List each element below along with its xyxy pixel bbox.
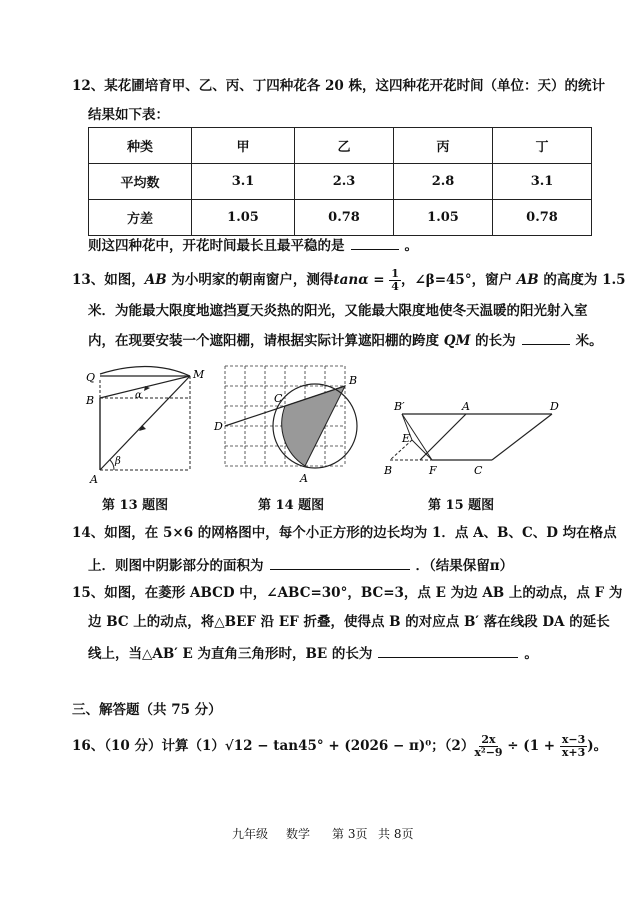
stats-table: [88, 127, 592, 236]
table-cell: 2.3: [295, 164, 394, 200]
q13-unit: 米。: [575, 333, 603, 349]
label-f: F: [429, 464, 437, 477]
q16-line: [72, 734, 607, 759]
q13-ab2: AB: [516, 272, 539, 288]
q15-line3: [88, 643, 538, 663]
table-cell: 0.78: [295, 200, 394, 236]
q14-line2a: 上．则图中阴影部分的面积为: [88, 558, 264, 574]
label-c: C: [474, 464, 483, 477]
q14-line2b: ．（结果保留π）: [415, 558, 514, 574]
q12-end: 。: [404, 238, 418, 254]
label-m: M: [193, 368, 205, 381]
label-bprime: B′: [394, 400, 405, 413]
table-header-cell: 丙: [394, 128, 493, 164]
q13-line3: [88, 330, 603, 350]
q12-question-text: 则这四种花中，开花时间最长且最平稳的是: [88, 238, 345, 254]
table-cell: 平均数: [89, 164, 192, 200]
table-row: [89, 164, 592, 200]
table-header-cell: 乙: [295, 128, 394, 164]
q16-p1: 16、（10 分）计算（1）√12 − tan45° + (2026 − π)⁰；（2）: [72, 738, 475, 754]
table-cell: 1.05: [192, 200, 295, 236]
q14-line1: 14、如图，在 5×6 的网格图中，每个小正方形的边长均为 1．点 A、B、C、D 均在格点: [72, 525, 617, 541]
q13-p2: 为小明家的朝南窗户，测得: [166, 272, 334, 288]
label-a: A: [90, 473, 98, 486]
q12-question: [88, 235, 418, 255]
answer-blank[interactable]: [378, 643, 518, 658]
label-b: B: [349, 374, 358, 387]
table-row: [89, 200, 592, 236]
footer-grade: 九年级: [232, 827, 269, 841]
frac-den: 4: [391, 280, 399, 293]
table-cell: 方差: [89, 200, 192, 236]
q13-line3a: 内，在现要安装一个遮阳棚，请根据实际计算遮阳棚的跨度: [88, 333, 444, 349]
caption-13: 第 13 题图: [102, 498, 169, 513]
table-cell: 2.8: [394, 164, 493, 200]
figure-14: [210, 358, 370, 488]
answer-blank[interactable]: [522, 330, 570, 345]
q13-fraction: [389, 268, 401, 293]
answer-blank[interactable]: [270, 555, 410, 570]
section-title: 三、解答题（共 75 分）: [72, 702, 222, 718]
q13-ab: AB: [144, 272, 167, 288]
q16-p3: )。: [587, 738, 608, 754]
label-beta: β: [115, 456, 121, 467]
footer-subject: 数学: [286, 827, 311, 841]
q13-qm: QM: [443, 333, 471, 349]
table-cell: 3.1: [192, 164, 295, 200]
label-a: A: [300, 472, 308, 485]
footer-page: 第 3页: [332, 827, 368, 841]
q13-p3: ，∠β=45°，窗户: [400, 272, 517, 288]
table-cell: 0.78: [493, 200, 592, 236]
label-d: D: [550, 400, 559, 413]
frac-den: x+3: [561, 746, 586, 759]
table-header-cell: 甲: [192, 128, 295, 164]
table-header-cell: 种类: [89, 128, 192, 164]
table-cell: 3.1: [493, 164, 592, 200]
q14-line2: [88, 555, 513, 575]
label-e: E: [402, 432, 411, 445]
q13-line3b: 的长为: [470, 333, 516, 349]
table-header-row: [89, 128, 592, 164]
q15-line1: 15、如图，在菱形 ABCD 中，∠ABC=30°，BC=3，点 E 为边 AB 上的动点，点 F 为: [72, 585, 623, 601]
label-a: A: [462, 400, 470, 413]
footer-total: 共 8页: [378, 827, 414, 841]
frac-num: 1: [391, 267, 399, 280]
label-b: B: [384, 464, 393, 477]
q13-line1: [72, 268, 626, 293]
q15-line3a: 线上，当△AB′ E 为直角三角形时，BE 的长为: [88, 646, 373, 662]
q16-frac1: [474, 734, 502, 759]
q12-line2: 结果如下表：: [88, 107, 169, 123]
q13-line2: 米．为能最大限度地遮挡夏天炎热的阳光，又能最大限度地使冬天温暖的阳光射入室: [88, 303, 588, 319]
frac-num: x−3: [561, 733, 586, 746]
label-b: B: [86, 394, 95, 407]
q16-frac2: [560, 734, 587, 759]
q13-tan: tanα =: [333, 272, 390, 288]
q13-p4: 的高度为 1.5: [538, 272, 626, 288]
caption-14: 第 14 题图: [258, 498, 325, 513]
label-c: C: [274, 392, 283, 405]
label-d: D: [214, 420, 223, 433]
answer-blank[interactable]: [351, 235, 399, 250]
caption-15: 第 15 题图: [428, 498, 495, 513]
table-header-cell: 丁: [493, 128, 592, 164]
figure-13: [80, 360, 210, 488]
frac-num: 2x: [481, 733, 496, 746]
label-alpha: α: [135, 390, 142, 401]
q12-line1: 12、某花圃培育甲、乙、丙、丁四种花各 20 株，这四种花开花时间（单位：天）的统计: [72, 78, 605, 94]
q13-p1: 13、如图，: [72, 272, 145, 288]
q15-end: 。: [524, 646, 538, 662]
frac-den: x²−9: [474, 746, 503, 759]
q16-p2: ÷ (1 +: [502, 738, 560, 754]
table-cell: 1.05: [394, 200, 493, 236]
figure-15: [380, 398, 580, 482]
q15-line2: 边 BC 上的动点，将△BEF 沿 EF 折叠，使得点 B 的对应点 B′ 落在线段 DA 的延长: [88, 614, 610, 630]
label-q: Q: [86, 371, 96, 384]
